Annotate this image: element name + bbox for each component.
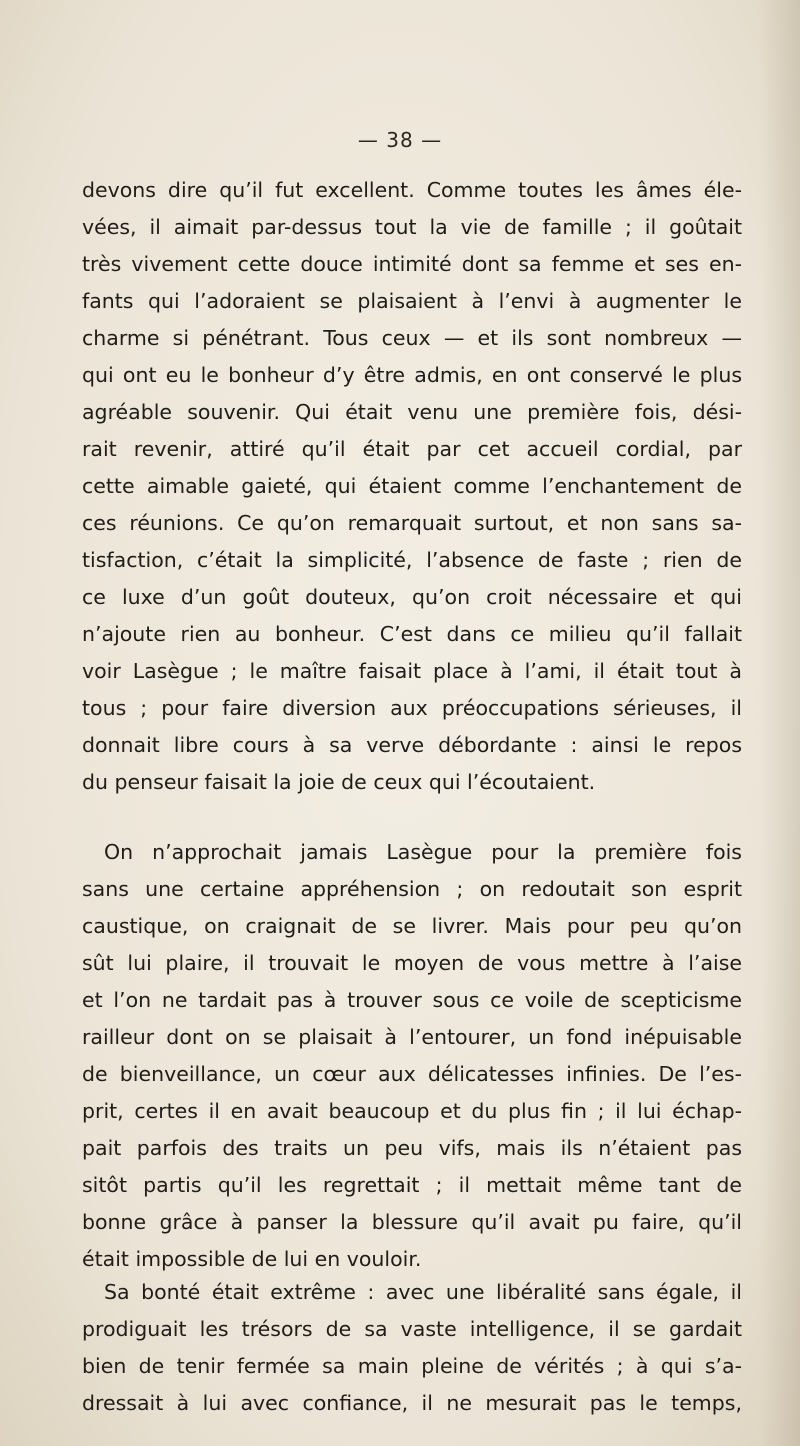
text-line: bonne grâce à panser la blessure qu’il avait pu faire, qu’il [82, 1210, 742, 1234]
text-line: rait revenir, attiré qu’il était par cet accueil cordial, par [82, 437, 742, 461]
paragraph-3 [82, 1274, 742, 1422]
text-line: n’ajoute rien au bonheur. C’est dans ce milieu qu’il fallait [82, 622, 742, 646]
text-line: tous ; pour faire diversion aux préoccupations sérieuses, il [82, 696, 742, 720]
text-line: était impossible de lui en vouloir. [82, 1247, 422, 1271]
text-line: On n’approchait jamais Lasègue pour la première fois [104, 840, 742, 864]
text-line: pait parfois des traits un peu vifs, mais ils n’étaient pas [82, 1136, 742, 1160]
text-line: du penseur faisait la joie de ceux qui l’écoutaient. [82, 770, 596, 794]
text-line: dressait à lui avec confiance, il ne mesurait pas le temps, [82, 1391, 742, 1415]
text-line: Sa bonté était extrême : avec une libéralité sans égale, il [104, 1280, 742, 1304]
text-line: sans une certaine appréhension ; on redoutait son esprit [82, 877, 742, 901]
text-line: et l’on ne tardait pas à trouver sous ce voile de scepticisme [82, 988, 742, 1012]
text-line: de bienveillance, un cœur aux délicatesses infinies. De l’es- [82, 1062, 742, 1086]
text-line: fants qui l’adoraient se plaisaient à l’envi à augmenter le [82, 289, 742, 313]
text-line: ces réunions. Ce qu’on remarquait surtout, et non sans sa- [82, 511, 742, 535]
text-line: donnait libre cours à sa verve débordante : ainsi le repos [82, 733, 742, 757]
text-line: sitôt partis qu’il les regrettait ; il mettait même tant de [82, 1173, 742, 1197]
text-line: devons dire qu’il fut excellent. Comme toutes les âmes éle- [82, 178, 742, 202]
text-line: charme si pénétrant. Tous ceux — et ils sont nombreux — [82, 326, 742, 350]
text-line: sût lui plaire, il trouvait le moyen de vous mettre à l’aise [82, 951, 742, 975]
text-line: très vivement cette douce intimité dont sa femme et ses en- [82, 252, 742, 276]
text-line: cette aimable gaieté, qui étaient comme l’enchantement de [82, 474, 742, 498]
paragraph-2 [82, 834, 742, 1278]
text-line: tisfaction, c’était la simplicité, l’absence de faste ; rien de [82, 548, 742, 572]
text-line: caustique, on craignait de se livrer. Mais pour peu qu’on [82, 914, 742, 938]
page-number: — 38 — [357, 128, 443, 152]
text-line: bien de tenir fermée sa main pleine de vérités ; à qui s’a- [82, 1354, 742, 1378]
text-line: ce luxe d’un goût douteux, qu’on croit nécessaire et qui [82, 585, 742, 609]
text-line: railleur dont on se plaisait à l’entourer, un fond inépuisable [82, 1025, 742, 1049]
text-line: agréable souvenir. Qui était venu une première fois, dési- [82, 400, 742, 424]
paragraph-1 [82, 172, 742, 801]
text-line: voir Lasègue ; le maître faisait place à l’ami, il était tout à [82, 659, 742, 683]
text-line: qui ont eu le bonheur d’y être admis, en ont conservé le plus [82, 363, 742, 387]
text-line: vées, il aimait par-dessus tout la vie de famille ; il goûtait [82, 215, 742, 239]
text-line: prodiguait les trésors de sa vaste intelligence, il se gardait [82, 1317, 742, 1341]
page-edge-shadow [760, 0, 800, 1446]
text-line: prit, certes il en avait beaucoup et du plus fin ; il lui échap- [82, 1099, 742, 1123]
